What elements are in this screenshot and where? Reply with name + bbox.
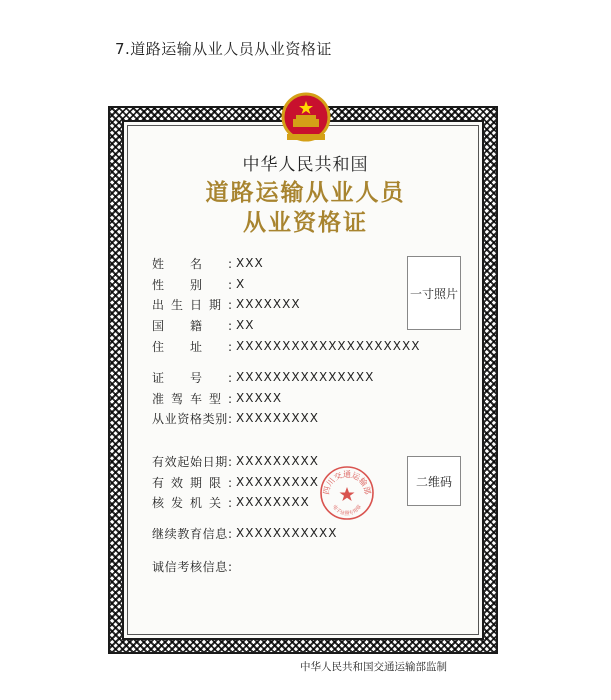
supervisor-note: 中华人民共和国交通运输部监制	[300, 661, 447, 673]
field-gender	[152, 275, 245, 293]
certificate-title-line1: 道路运输从业人员	[205, 180, 406, 206]
field-issuing-authority	[152, 493, 310, 511]
seal-text-path: 四川交通运输部	[321, 470, 373, 496]
field-label: 姓名:	[152, 256, 232, 271]
field-value: XXXXXXXXX	[236, 454, 319, 468]
field-continuing-education	[152, 524, 337, 542]
field-label: 从业资格类别:	[152, 411, 232, 426]
official-seal-icon	[319, 465, 375, 521]
field-label: 出生日期:	[152, 297, 232, 312]
field-value: XXXXXXX	[236, 297, 301, 311]
field-label: 住址:	[152, 339, 232, 354]
field-label: 国籍:	[152, 318, 232, 333]
field-value: XXXXXXXXX	[236, 411, 319, 425]
field-birth-date	[152, 295, 301, 313]
field-value: XXXXX	[236, 391, 283, 405]
field-label: 证号:	[152, 370, 232, 385]
certificate-title-line2: 从业资格证	[243, 210, 368, 236]
field-name	[152, 254, 264, 272]
certificate-country: 中华人民共和国	[242, 155, 369, 175]
field-address	[152, 337, 420, 355]
field-value: XXXXXXXXX	[236, 475, 319, 489]
field-credit-assessment	[152, 557, 236, 575]
photo-placeholder: 一寸照片	[407, 256, 461, 330]
field-label: 性别:	[152, 277, 232, 292]
field-value: XXXXXXXXXXXXXXXXXXXX	[236, 339, 421, 353]
field-value: X	[236, 277, 246, 291]
field-label: 有效期限:	[152, 475, 232, 490]
field-value: XXXXXXXX	[236, 495, 310, 509]
field-certificate-number	[152, 368, 374, 386]
field-label: 继续教育信息:	[152, 526, 232, 541]
field-valid-from	[152, 452, 319, 470]
field-label: 诚信考核信息:	[152, 559, 232, 574]
qr-code-placeholder: 二维码	[407, 456, 461, 506]
field-vehicle-class	[152, 389, 282, 407]
field-value: XXXXXXXXXXX	[236, 526, 338, 540]
seal-bottom-text-path: 电子证照专用章	[330, 503, 364, 517]
field-label: 准驾车型:	[152, 391, 232, 406]
seal-bottom-text	[331, 503, 363, 517]
document-heading: 7.道路运输从业人员从业资格证	[115, 40, 332, 58]
field-value: XX	[236, 318, 255, 332]
field-label: 核发机关:	[152, 495, 232, 510]
field-label: 有效起始日期:	[152, 454, 232, 469]
field-value: XXX	[236, 256, 264, 270]
national-emblem-icon	[281, 92, 331, 142]
field-valid-period	[152, 473, 319, 491]
field-value: XXXXXXXXXXXXXXX	[236, 370, 375, 384]
field-qualification-category	[152, 409, 319, 427]
field-nationality	[152, 316, 254, 334]
